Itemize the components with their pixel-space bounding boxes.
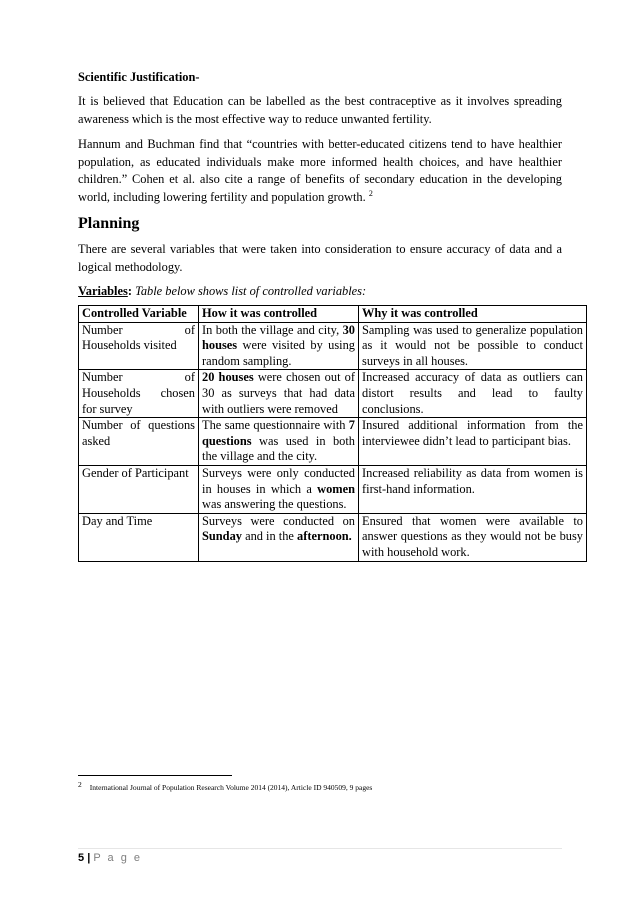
footnote xyxy=(78,779,373,792)
how-text: The same questionnaire with xyxy=(202,418,349,433)
variables-caption xyxy=(78,284,562,299)
cell-why: Insured additional information from the interviewee didn’t lead to participant bias. xyxy=(359,418,587,466)
how-bold: women xyxy=(317,481,355,496)
table-row xyxy=(79,370,587,418)
footnote-ref[interactable]: 2 xyxy=(368,188,373,198)
how-text: and in the xyxy=(241,529,298,544)
how-text: were chosen out of 30 as surveys that had data with outliers were removed xyxy=(202,370,356,416)
cell-variable: Number of questions asked xyxy=(79,418,199,466)
variables-colon: : xyxy=(127,284,132,298)
header-why-controlled: Why it was controlled xyxy=(359,306,587,323)
how-text: Surveys were conducted on xyxy=(202,513,355,528)
paragraph-planning-intro: There are several variables that were taken into consideration to ensure accuracy of data and a logical methodology. xyxy=(78,242,562,274)
how-bold: Sunday xyxy=(202,529,242,544)
table-row xyxy=(79,513,587,561)
cell-how xyxy=(199,465,359,513)
paragraph-hannum-text: Hannum and Buchman find that “countries with better-educated citizens tend to have healthier population, as educated individuals make more informed health choices, and have healthier children.” Cohen et al. also cite a range of benefits of secondary education in the developing world, including lowering fertility and population growth. xyxy=(78,137,562,204)
footer-separator: | xyxy=(87,852,91,864)
header-how-controlled: How it was controlled xyxy=(199,306,359,323)
cell-variable: Number of Households visited xyxy=(79,322,199,370)
paragraph-hannum xyxy=(78,136,562,206)
cell-how xyxy=(199,418,359,466)
page-number: 5 xyxy=(78,852,85,864)
table-row xyxy=(79,322,587,370)
controlled-variables-table xyxy=(78,305,587,562)
cell-how xyxy=(199,322,359,370)
how-bold: 30 houses xyxy=(202,322,355,353)
cell-variable: Day and Time xyxy=(79,513,199,561)
heading-planning: Planning xyxy=(78,215,140,232)
page-footer xyxy=(78,852,142,864)
how-bold: 20 houses xyxy=(202,370,254,385)
cell-variable: Gender of Participant xyxy=(79,465,199,513)
cell-why: Ensured that women were available to answer questions as they would not be busy with household work. xyxy=(359,513,587,561)
how-text: was used in both the village and the city. xyxy=(202,433,355,464)
cell-how xyxy=(199,513,359,561)
how-bold: 7 questions xyxy=(202,418,355,448)
page-word: P a g e xyxy=(93,852,142,864)
paragraph-education: It is believed that Education can be labelled as the best contraceptive as it involves spreading awareness which is the most effective way to reduce unwanted fertility. xyxy=(78,94,562,126)
cell-how xyxy=(199,370,359,418)
footnote-number: 2 xyxy=(78,779,82,789)
table-header-row xyxy=(79,306,587,323)
how-text: Surveys were only conducted in houses in which a xyxy=(202,465,355,496)
cell-why: Increased accuracy of data as outliers can distort results and lead to faulty conclusions. xyxy=(359,370,587,418)
table-row xyxy=(79,465,587,513)
how-bold: afternoon. xyxy=(297,529,352,544)
variables-caption-text: Table below shows list of controlled variables: xyxy=(135,284,367,298)
cell-why: Increased reliability as data from women is first-hand information. xyxy=(359,465,587,513)
footnote-text: International Journal of Population Research Volume 2014 (2014), Article ID 940509, 9 pages xyxy=(89,783,373,792)
cell-why: Sampling was used to generalize population as it would not be possible to conduct surveys in all houses. xyxy=(359,322,587,370)
footer-divider xyxy=(78,848,562,849)
how-text: was answering the questions. xyxy=(202,497,347,512)
how-text: In both the village and city, xyxy=(202,322,343,337)
header-controlled-variable: Controlled Variable xyxy=(79,306,199,323)
page-content xyxy=(78,70,583,562)
footnote-separator xyxy=(78,775,232,776)
cell-variable: Number of Households chosen for survey xyxy=(79,370,199,418)
table-row xyxy=(79,418,587,466)
variables-label: Variables xyxy=(78,284,128,298)
section-label-justification: Scientific Justification- xyxy=(78,70,200,84)
how-text: were visited by using random sampling. xyxy=(202,338,355,368)
